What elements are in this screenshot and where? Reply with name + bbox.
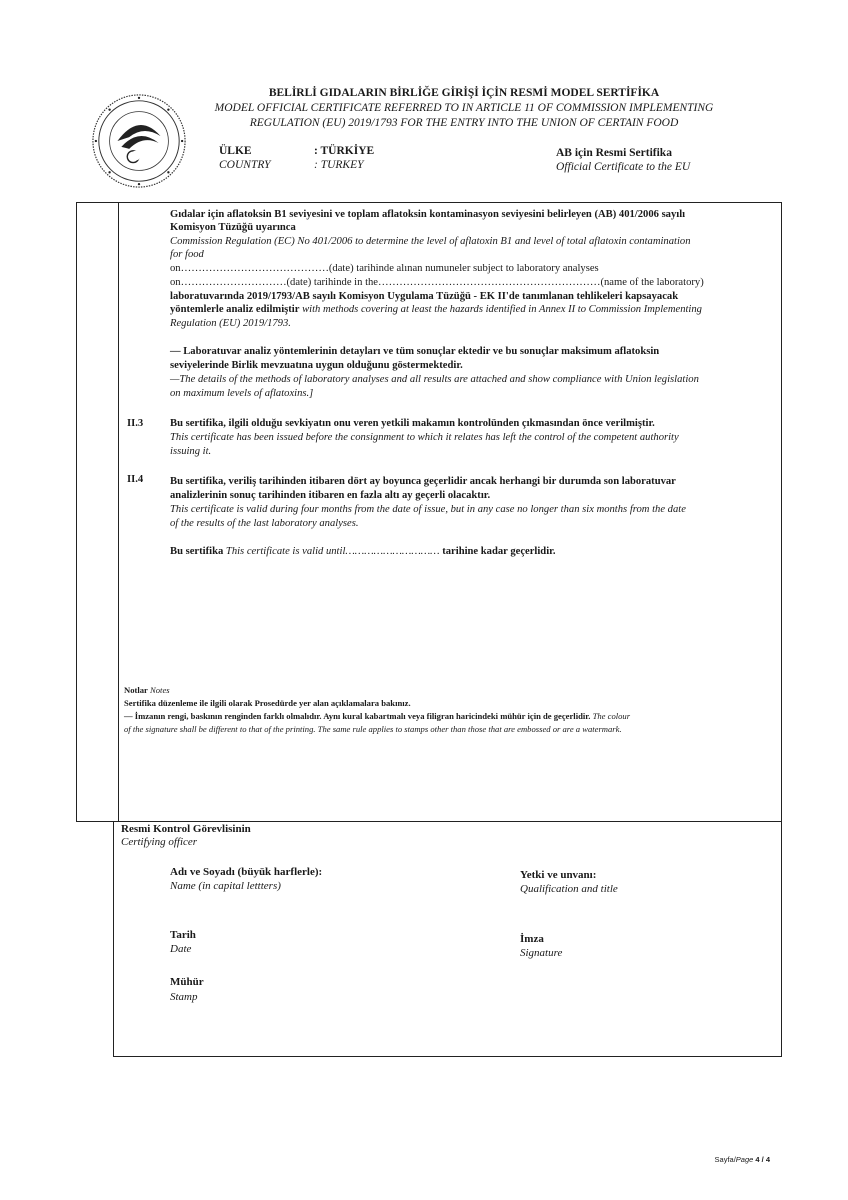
country-value-en: : TURKEY (314, 159, 364, 171)
date-label-en: Date (170, 943, 192, 955)
paragraph-1-en-line1: Commission Regulation (EC) No 401/2006 to determine the level of aflatoxin B1 and level of total aflatoxin contamination (170, 236, 691, 247)
paragraph-1-en-line2: for food (170, 249, 204, 260)
country-label-en: COUNTRY (219, 159, 271, 171)
certificate-title-en-line1: MODEL OFFICIAL CERTIFICATE REFERRED TO IN ARTICLE 11 OF COMMISSION IMPLEMENTING (214, 102, 714, 114)
validity-tr-prefix: Bu sertifika (170, 546, 226, 557)
section-number-ii-4: II.4 (127, 474, 144, 485)
notes-label-tr: Notlar (124, 685, 148, 695)
section-ii-4-tr-line1: Bu sertifika, veriliş tarihinden itibaren dört ay boyunca geçerlidir ancak herhangi bir durumda son laboratuvar (170, 476, 676, 487)
section-ii-4-en-line1: This certificate is valid during four months from the date of issue, but in any case no longer than six months from the date (170, 504, 686, 515)
notes-label-en: Notes (147, 685, 170, 695)
notes-line-2 (124, 711, 630, 723)
section-ii-4-tr-line2: analizlerinin sonuç tarihinden itibaren en fazla altı ay geçerli olacaktır. (170, 490, 491, 501)
name-label-en: Name (in capital lettters) (170, 880, 281, 892)
country-label-tr: ÜLKE (219, 145, 252, 157)
page-prefix: Sayfa/ (714, 1155, 736, 1164)
validity-line (170, 546, 556, 559)
section-ii-3-en-line2: issuing it. (170, 446, 212, 457)
section-number-ii-3: II.3 (127, 418, 144, 429)
stamp-label-en: Stamp (170, 991, 198, 1003)
paragraph-2-en-line2: on maximum levels of aflatoxins.] (170, 388, 314, 399)
paragraph-1-en-line4: Regulation (EU) 2019/1793. (170, 318, 291, 329)
validity-en: This certificate is valid until………………………… (225, 546, 443, 557)
column-divider (118, 202, 119, 822)
signature-label-tr: İmza (520, 933, 544, 945)
paragraph-2-tr-line1: — Laboratuvar analiz yöntemlerinin detayları ve tüm sonuçlar ektedir ve bu sonuçlar maksimum aflatoksin (170, 346, 660, 357)
certifying-officer-box (113, 821, 782, 1057)
laboratory-line: on…………………………(date) tarihinde in the………………………………………………………(name of the laboratory) (170, 277, 704, 288)
paragraph-1-tr-line3: laboratuvarında 2019/1793/AB sayılı Komisyon Uygulama Tüzüğü - EK II'de tanımlanan tehlikeleri kapsayacak (170, 291, 679, 302)
validity-tr-suffix: tarihine kadar geçerlidir. (442, 546, 556, 557)
notes-heading (124, 685, 170, 697)
paragraph-1-tr-line4: yöntemlerle analiz edilmiştir (170, 304, 300, 315)
notes-line-3: of the signature shall be different to that of the printing. The same rule applies to stamps other than those that are embossed or are a watermark. (124, 724, 622, 734)
paragraph-1-tr-line1: Gıdalar için aflatoksin B1 seviyesini ve toplam aflatoksin kontaminasyon seviyesini belirleyen (AB) 401/2006 sayılı (170, 209, 686, 220)
notes-line-2-tr: — İmzanın rengi, baskının renginden farklı olmalıdır. Aynı kural kabartmalı veya filigran haricindeki mühür için de geçerlidir. (124, 711, 591, 721)
signature-label-en: Signature (520, 947, 563, 959)
name-label-tr: Adı ve Soyadı (büyük harflerle): (170, 866, 323, 878)
section-ii-4-en-line2: of the results of the last laboratory analyses. (170, 518, 359, 529)
notes-line-2-en-a: The colour (590, 711, 631, 721)
paragraph-1-tr-line2: Komisyon Tüzüğü uyarınca (170, 222, 296, 233)
official-cert-label-tr: AB için Resmi Sertifika (556, 147, 672, 159)
paragraph-2-tr-line2: seviyelerinde Birlik mevzuatına uygun olduğunu göstermektedir. (170, 360, 463, 371)
paragraph-1-en-line3: with methods covering at least the hazards identified in Annex II to Commission Implementing (299, 304, 702, 315)
paragraph-2-en-line1: —The details of the methods of laboratory analyses and all results are attached and show compliance with Union legislation (170, 374, 699, 385)
page-number (715, 1155, 770, 1164)
paragraph-1-mixed-line (170, 304, 702, 317)
qualification-label-tr: Yetki ve unvanı: (520, 869, 597, 881)
notes-line-1: Sertifika düzenleme ile ilgili olarak Prosedürde yer alan açıklamalara bakınız. (124, 698, 411, 708)
section-ii-3-en-line1: This certificate has been issued before the consignment to which it relates has left the control of the competent authority (170, 432, 679, 443)
section-ii-3-tr: Bu sertifika, ilgili olduğu sevkiyatın onu veren yetkili makamın kontrolünden çıkmasından önce verilmiştir. (170, 418, 655, 429)
country-value-tr: : TÜRKİYE (314, 145, 375, 157)
officer-title-en: Certifying officer (121, 836, 198, 848)
sampling-date-line: on……………………………………(date) tarihinde alınan numuneler subject to laboratory analyses (170, 263, 599, 274)
officer-title-tr: Resmi Kontrol Görevlisinin (121, 823, 251, 835)
page-count: 4 / 4 (753, 1155, 770, 1164)
certificate-title-tr: BELİRLİ GIDALARIN BİRLİĞE GİRİŞİ İÇİN RESMİ MODEL SERTİFİKA (268, 87, 660, 99)
official-cert-label-en: Official Certificate to the EU (556, 161, 691, 173)
qualification-label-en: Qualification and title (520, 883, 618, 895)
stamp-label-tr: Mühür (170, 976, 204, 988)
date-label-tr: Tarih (170, 929, 196, 941)
certificate-title-en-line2: REGULATION (EU) 2019/1793 FOR THE ENTRY INTO THE UNION OF CERTAIN FOOD (249, 117, 679, 129)
page-label-en: Page (735, 1155, 754, 1164)
